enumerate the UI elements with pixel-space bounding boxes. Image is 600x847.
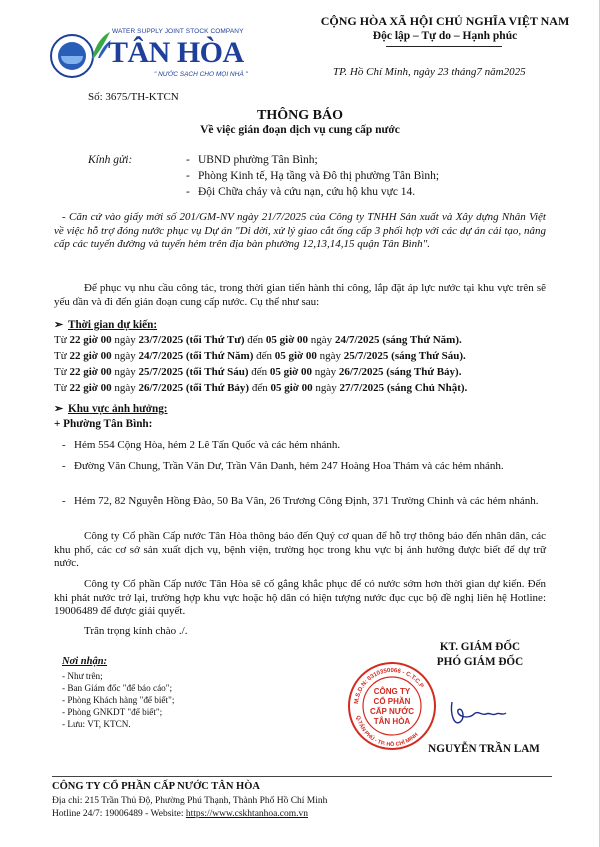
recipients-label: Nơi nhận: <box>62 656 108 667</box>
logo-company-subtitle: WATER SUPPLY JOINT STOCK COMPANY <box>112 28 244 35</box>
intro-paragraph: Để phục vụ nhu cầu công tác, trong thời gian tiến hành thi công, lắp đặt áp lực nước tại khu vực trên sẽ yếu dần và đi đến gián đoạn cung cấp nước. Cụ thể như sau: <box>54 282 546 308</box>
schedule-row: Từ 22 giờ 00 ngày 25/7/2025 (tối Thứ Sáu) đến 05 giờ 00 ngày 26/7/2025 (sáng Thứ Bảy). <box>54 366 462 378</box>
time-section-heading: ➢ Thời gian dự kiến: <box>54 319 158 331</box>
national-title: CỘNG HÒA XÃ HỘI CHỦ NGHĨA VIỆT NAM <box>320 14 570 28</box>
footer-website-link[interactable]: https://www.cskhtanhoa.com.vn <box>185 809 308 819</box>
schedule-row: Từ 22 giờ 00 ngày 26/7/2025 (tối Thứ Bảy) đến 05 giờ 00 ngày 27/7/2025 (sáng Chủ Nhật). <box>54 382 468 394</box>
svg-text:CẤP NƯỚC: CẤP NƯỚC <box>370 707 414 716</box>
basis-paragraph: - Căn cứ vào giấy mời số 201/GM-NV ngày 21/7/2025 của Công ty TNHH Sản xuất và Xây dựng Nhân Việt về việc hỗ trợ đóng nước phục vụ Dự án "Di dời, xử lý giao cắt ống cấp 3 phối hợp với các dự án cải tạo, nâng cấp các tuyến đường và tuyến hẻm trên địa bàn phường 12,13,14,15 quận Tân Bình". <box>54 211 546 250</box>
company-stamp <box>346 660 438 752</box>
footer-hotline: Hotline 24/7: 19006489 - Website: <box>52 809 186 819</box>
arrow-bullet-icon: ➢ <box>54 319 64 331</box>
signer-title-line1: KT. GIÁM ĐỐC <box>439 641 521 653</box>
document-subtitle: Về việc gián đoạn dịch vụ cung cấp nước <box>200 124 400 136</box>
schedule-row: Từ 22 giờ 00 ngày 24/7/2025 (tối Thứ Năm) đến 05 giờ 00 ngày 25/7/2025 (sáng Thứ Sáu). <box>54 350 466 362</box>
logo-brand-name: TÂN HÒA <box>108 36 244 69</box>
closing-text: Trân trọng kính chào ./. <box>84 625 188 637</box>
recipient-item: - UBND phường Tân Bình; <box>186 154 318 166</box>
signer-title-line2: PHÓ GIÁM ĐỐC <box>436 656 524 668</box>
arrow-bullet-icon: ➢ <box>54 403 64 415</box>
footer-divider <box>52 776 552 777</box>
dateline: TP. Hồ Chí Minh, ngày 23 tháng7 năm2025 <box>333 66 526 78</box>
recipients-item: - Lưu: VT, KTCN. <box>62 719 131 729</box>
kinh-gui-label: Kính gửi: <box>88 154 133 166</box>
commitment-paragraph: Công ty Cổ phần Cấp nước Tân Hòa sẽ cố gắng khắc phục để có nước sớm hơn thời gian dự kiến. Đến khi phát nước trở lại, trường hợp khu vực hoặc hộ dân có hiện tượng nước đục cục bộ đề nghị liên hệ Hotline: 19006489 để được giải quyết. <box>54 578 546 617</box>
logo-slogan: " NƯỚC SẠCH CHO MỌI NHÀ " <box>154 71 248 78</box>
recipient-item: - Phòng Kinh tế, Hạ tầng và Đô thị phường Tân Bình; <box>186 170 440 182</box>
area-section-heading: ➢ Khu vực ảnh hưởng: <box>54 403 168 415</box>
svg-text:CỔ PHẦN: CỔ PHẦN <box>373 697 411 706</box>
ward-heading: + Phường Tân Bình: <box>54 418 153 430</box>
recipients-item: - Phòng Khách hàng "để biết"; <box>62 695 175 705</box>
signer-name: NGUYỄN TRẦN LAM <box>428 743 540 755</box>
company-logo <box>42 28 312 88</box>
schedule-row: Từ 22 giờ 00 ngày 23/7/2025 (tối Thứ Tư) đến 05 giờ 00 ngày 24/7/2025 (sáng Thứ Năm). <box>54 334 462 346</box>
document-number: Số: 3675/TH-KTCN <box>88 91 179 103</box>
recipient-item: - Đội Chữa cháy và cứu nạn, cứu hộ khu vực 14. <box>186 186 416 198</box>
affected-area-item: - Hẻm 72, 82 Nguyễn Hồng Đào, 50 Ba Vân, 26 Trương Công Định, 371 Trường Chinh và các hẻm nhánh. <box>62 495 539 507</box>
recipients-item: - Ban Giám đốc "để báo cáo"; <box>62 683 173 693</box>
support-paragraph: Công ty Cổ phần Cấp nước Tân Hòa thông báo đến Quý cơ quan để hỗ trợ thông báo đến nhân dân, các khu phố, các cơ sở sản xuất dịch vụ, bệnh viện, trường học trong khu vực bị ảnh hưởng được biết để dự trữ nước. <box>54 530 546 569</box>
footer-company-name: CÔNG TY CỔ PHẦN CẤP NƯỚC TÂN HÒA <box>52 781 260 792</box>
national-motto: Độc lập – Tự do – Hạnh phúc <box>372 30 518 42</box>
footer-address: Địa chỉ: 215 Trần Thủ Độ, Phường Phú Thạnh, Thành Phố Hồ Chí Minh <box>52 796 328 806</box>
affected-area-item: - Hẻm 554 Cộng Hòa, hẻm 2 Lê Tấn Quốc và các hẻm nhánh. <box>62 439 341 451</box>
svg-text:Q.TÂN PHÚ - TP. HỒ CHÍ MINH: Q.TÂN PHÚ - TP. HỒ CHÍ MINH <box>354 715 420 749</box>
svg-text:CÔNG TY: CÔNG TY <box>373 687 411 696</box>
logo-emblem-icon <box>50 34 94 78</box>
recipients-item: - Như trên; <box>62 671 103 681</box>
svg-text:TÂN HÒA: TÂN HÒA <box>373 717 411 726</box>
footer-contact <box>52 809 308 819</box>
affected-area-item: - Đường Văn Chung, Trần Văn Dư, Trần Văn Danh, hẻm 247 Hoàng Hoa Thám và các hẻm nhánh. <box>62 460 504 472</box>
handwritten-signature <box>448 696 508 730</box>
motto-underline <box>386 46 502 47</box>
svg-text:M.S.D.N: 0310350066 - C.T.C.P: M.S.D.N: 0310350066 - C.T.C.P <box>353 667 425 705</box>
recipients-item: - Phòng GNKDT "để biết"; <box>62 707 163 717</box>
document-title: THÔNG BÁO <box>257 108 343 123</box>
